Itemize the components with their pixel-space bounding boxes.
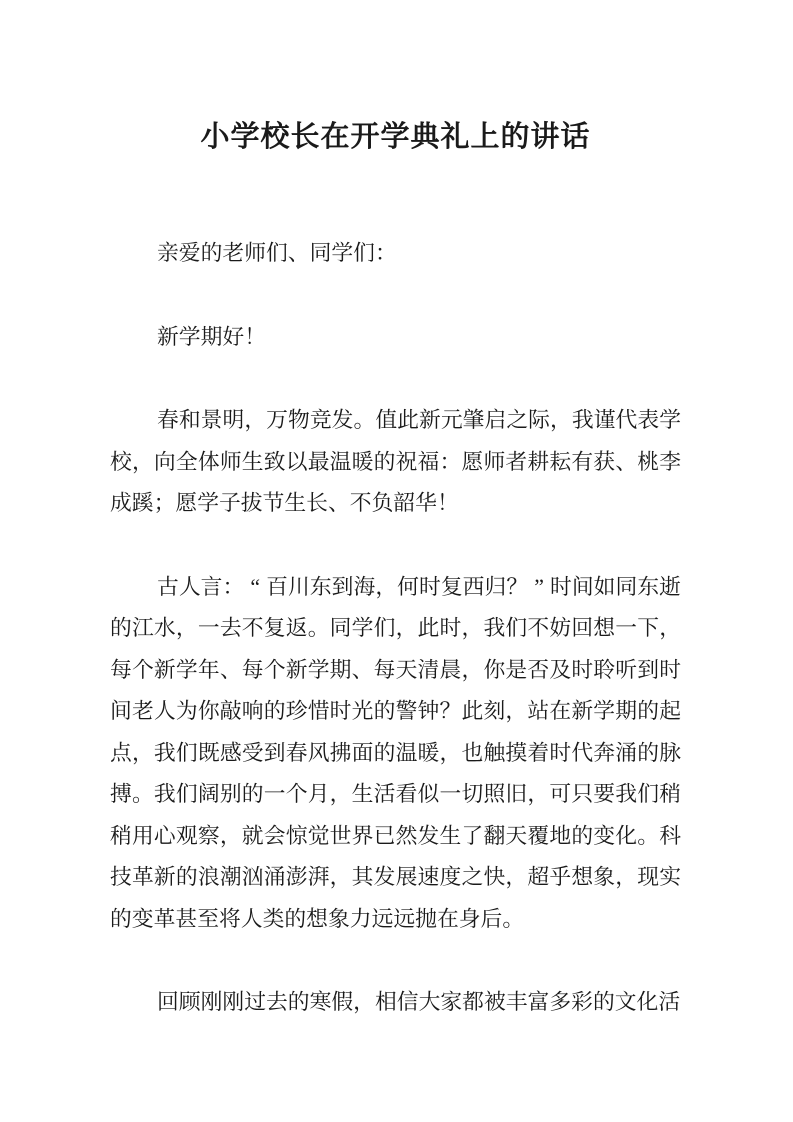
paragraph-greeting: 新学期好！ [157,324,266,349]
paragraph-blessing: 春和景明，万物竞发。值此新元肇启之际，我谨代表学校，向全体师生致以最温暖的祝福：愿师者耕耘有获、桃李成蹊；愿学子拔节生长、不负韶华！ [110,408,681,515]
paragraph-time-reflection [110,567,681,941]
text-segment: 时间如同东逝的江水，一去不复返。同学们，此时，我们不妨回想一下，每个新学年、每个新学期、每天清晨，你是否及时聆听到时间老人为你敲响的珍惜时光的警钟？此刻，站在新学期的起点，我们既感受到春风拂面的温暖，也触摸着时代奔涌的脉搏。我们阔别的一个月，生活看似一切照旧，可只要我们稍稍用心观察，就会惊觉世界已然发生了翻天覆地的变化。科技革新的浪潮汹涌澎湃，其发展速度之快，超乎想象，现实的变革甚至将人类的想象力远远抛在身后。 [110,574,681,931]
paragraph-holiday-recap: 回顾刚刚过去的寒假，相信大家都被丰富多彩的文化活 [157,990,681,1014]
paragraph-salutation: 亲爱的老师们、同学们： [157,241,397,265]
close-quote: ” [534,574,544,599]
document-title: 小学校长在开学典礼上的讲话 [200,121,591,153]
open-quote: “ [250,574,261,599]
text-segment: 古人言： [157,574,245,599]
quoted-verse: 百川东到海，何时复西归？ [266,574,529,599]
